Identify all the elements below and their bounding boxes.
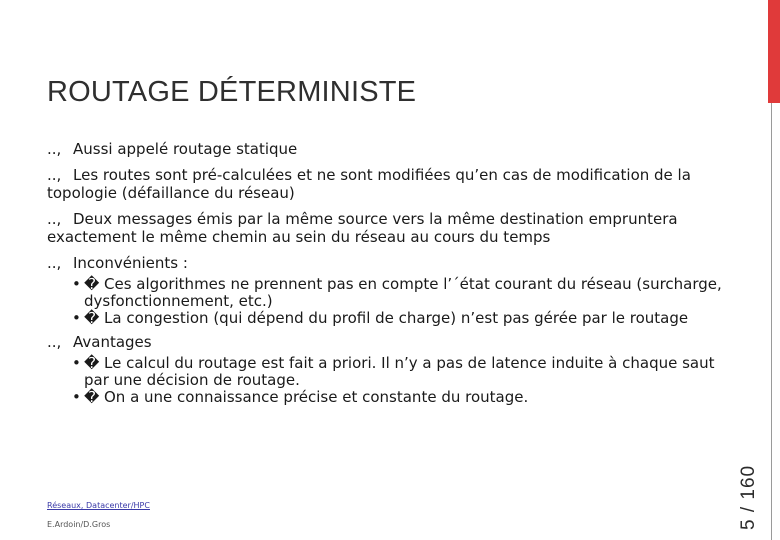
bullet-point (47, 333, 727, 351)
sub-bullet (72, 355, 727, 389)
sub-list-inconvenients (72, 276, 727, 327)
slide-title: ROUTAGE DÉTERMINISTE (47, 76, 417, 108)
bullet-point (47, 140, 727, 158)
sub-bullet (72, 389, 727, 406)
accent-bar (768, 0, 780, 103)
footer-author: E.Ardoin/D.Gros (47, 520, 111, 529)
bullet-dot-icon: • (72, 275, 81, 293)
placeholder-box-icon: � (84, 275, 100, 293)
slide-number: 5 / 160 (738, 464, 759, 530)
bullet-point (47, 166, 727, 202)
placeholder-box-icon: � (84, 309, 100, 327)
bullet-marker: .., (47, 210, 62, 228)
bullet-text: Deux messages émis par la même source vers la même destination empruntera exactement le même chemin au sein du réseau au cours du temps (47, 210, 678, 246)
sub-bullet (72, 310, 727, 327)
bullet-text: Aussi appelé routage statique (73, 140, 298, 158)
bullet-dot-icon: • (72, 388, 81, 406)
placeholder-box-icon: � (84, 354, 100, 372)
bullet-marker: .., (47, 254, 62, 272)
bullet-marker: .., (47, 140, 62, 158)
bullet-text: Inconvénients : (73, 254, 188, 272)
bullet-dot-icon: • (72, 309, 81, 327)
bullet-dot-icon: • (72, 354, 81, 372)
sub-bullet-text: La congestion (qui dépend du profil de charge) n’est pas gérée par le routage (104, 309, 689, 327)
footer-course-link[interactable]: Réseaux, Datacenter/HPC (47, 501, 150, 510)
sub-bullet-text: On a une connaissance précise et constante du routage. (104, 388, 529, 406)
bullet-text: Les routes sont pré-calculées et ne sont modifiées qu’en cas de modification de la topologie (défaillance du réseau) (47, 166, 691, 202)
bullet-marker: .., (47, 166, 62, 184)
bullet-text: Avantages (73, 333, 152, 351)
bullet-marker: .., (47, 333, 62, 351)
side-rule (771, 103, 772, 540)
slide-body (47, 140, 727, 412)
sub-bullet-text: Ces algorithmes ne prennent pas en compte l’´état courant du réseau (surcharge, dysfonctionnement, etc.) (84, 275, 722, 310)
bullet-point (47, 210, 727, 246)
sub-bullet-text: Le calcul du routage est fait a priori. Il n’y a pas de latence induite à chaque saut par une décision de routage. (84, 354, 715, 389)
sub-bullet (72, 276, 727, 310)
bullet-point (47, 254, 727, 272)
sub-list-avantages (72, 355, 727, 406)
placeholder-box-icon: � (84, 388, 100, 406)
